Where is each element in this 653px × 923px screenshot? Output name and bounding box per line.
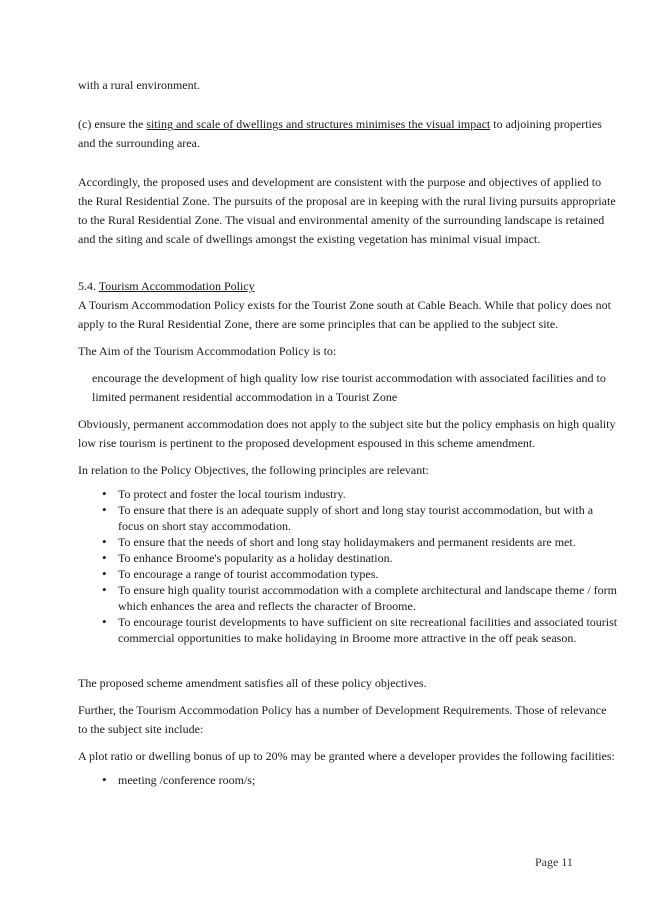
paragraph-satisfies: The proposed scheme amendment satisfies all of these policy objectives. [78, 676, 427, 690]
list-item: • To protect and foster the local tourism industry. [78, 486, 618, 502]
paragraph-aim-intro: The Aim of the Tourism Accommodation Policy is to: [78, 344, 337, 358]
paragraph-obviously: Obviously, permanent accommodation does not apply to the subject site but the policy emphasis on high quality low rise tourism is pertinent to the proposed development espoused in this scheme amendment. [78, 417, 616, 450]
section-number: 5.4. [78, 279, 99, 293]
paragraph-accordingly: Accordingly, the proposed uses and development are consistent with the purpose and objectives of applied to the Rural Residential Zone. The pursuits of the proposal are in keeping with the rural living pursuits appropriate to the Rural Residential Zone. The visual and environmental amenity of the surrounding landscape is retained and the siting and scale of dwellings amongst the existing vegetation has minimal visual impact. [78, 175, 616, 246]
facilities-list [78, 772, 618, 788]
clause-c-prefix: (c) ensure the [78, 117, 147, 131]
list-item: • meeting /conference room/s; [78, 772, 618, 788]
list-item: • To ensure that the needs of short and long stay holidaymakers and permanent residents are met. [78, 534, 618, 550]
paragraph-further: Further, the Tourism Accommodation Policy has a number of Development Requirements. Those of relevance to the subject site include: [78, 703, 607, 736]
page-number: Page 11 [535, 855, 573, 869]
list-item: • To ensure high quality tourist accommodation with a complete architectural and landscape theme / form which enhances the area and reflects the character of Broome. [78, 582, 618, 614]
clause-c-underlined-text: siting and scale of dwellings and structures minimises the visual impact [146, 117, 491, 131]
list-item: • To encourage a range of tourist accommodation types. [78, 566, 618, 582]
objectives-list [78, 486, 618, 646]
clause-c-suffix: to adjoining properties and the surrounding area. [78, 117, 602, 150]
paragraph-clause-c [78, 115, 618, 153]
paragraph-objectives-intro: In relation to the Policy Objectives, the following principles are relevant: [78, 463, 429, 477]
document-page [78, 76, 618, 788]
aim-quote: encourage the development of high quality low rise tourist accommodation with associated facilities and to limited permanent residential accommodation in a Tourist Zone [92, 371, 606, 404]
section-heading [78, 277, 618, 296]
paragraph-policy-exists: A Tourism Accommodation Policy exists for the Tourist Zone south at Cable Beach. While that policy does not apply to the Rural Residential Zone, there are some principles that can be applied to the subject site. [78, 298, 611, 331]
list-item: • To ensure that there is an adequate supply of short and long stay tourist accommodation, but with a focus on short stay accommodation. [78, 502, 618, 534]
paragraph-rural-environment: with a rural environment. [78, 78, 200, 92]
paragraph-plot-ratio: A plot ratio or dwelling bonus of up to 20% may be granted where a developer provides the following facilities: [78, 749, 615, 763]
section-title: Tourism Accommodation Policy [98, 279, 255, 293]
list-item: • To encourage tourist developments to have sufficient on site recreational facilities and associated tourist commercial opportunities to make holidaying in Broome more attractive in the off peak season. [78, 614, 618, 646]
list-item: • To enhance Broome's popularity as a holiday destination. [78, 550, 618, 566]
